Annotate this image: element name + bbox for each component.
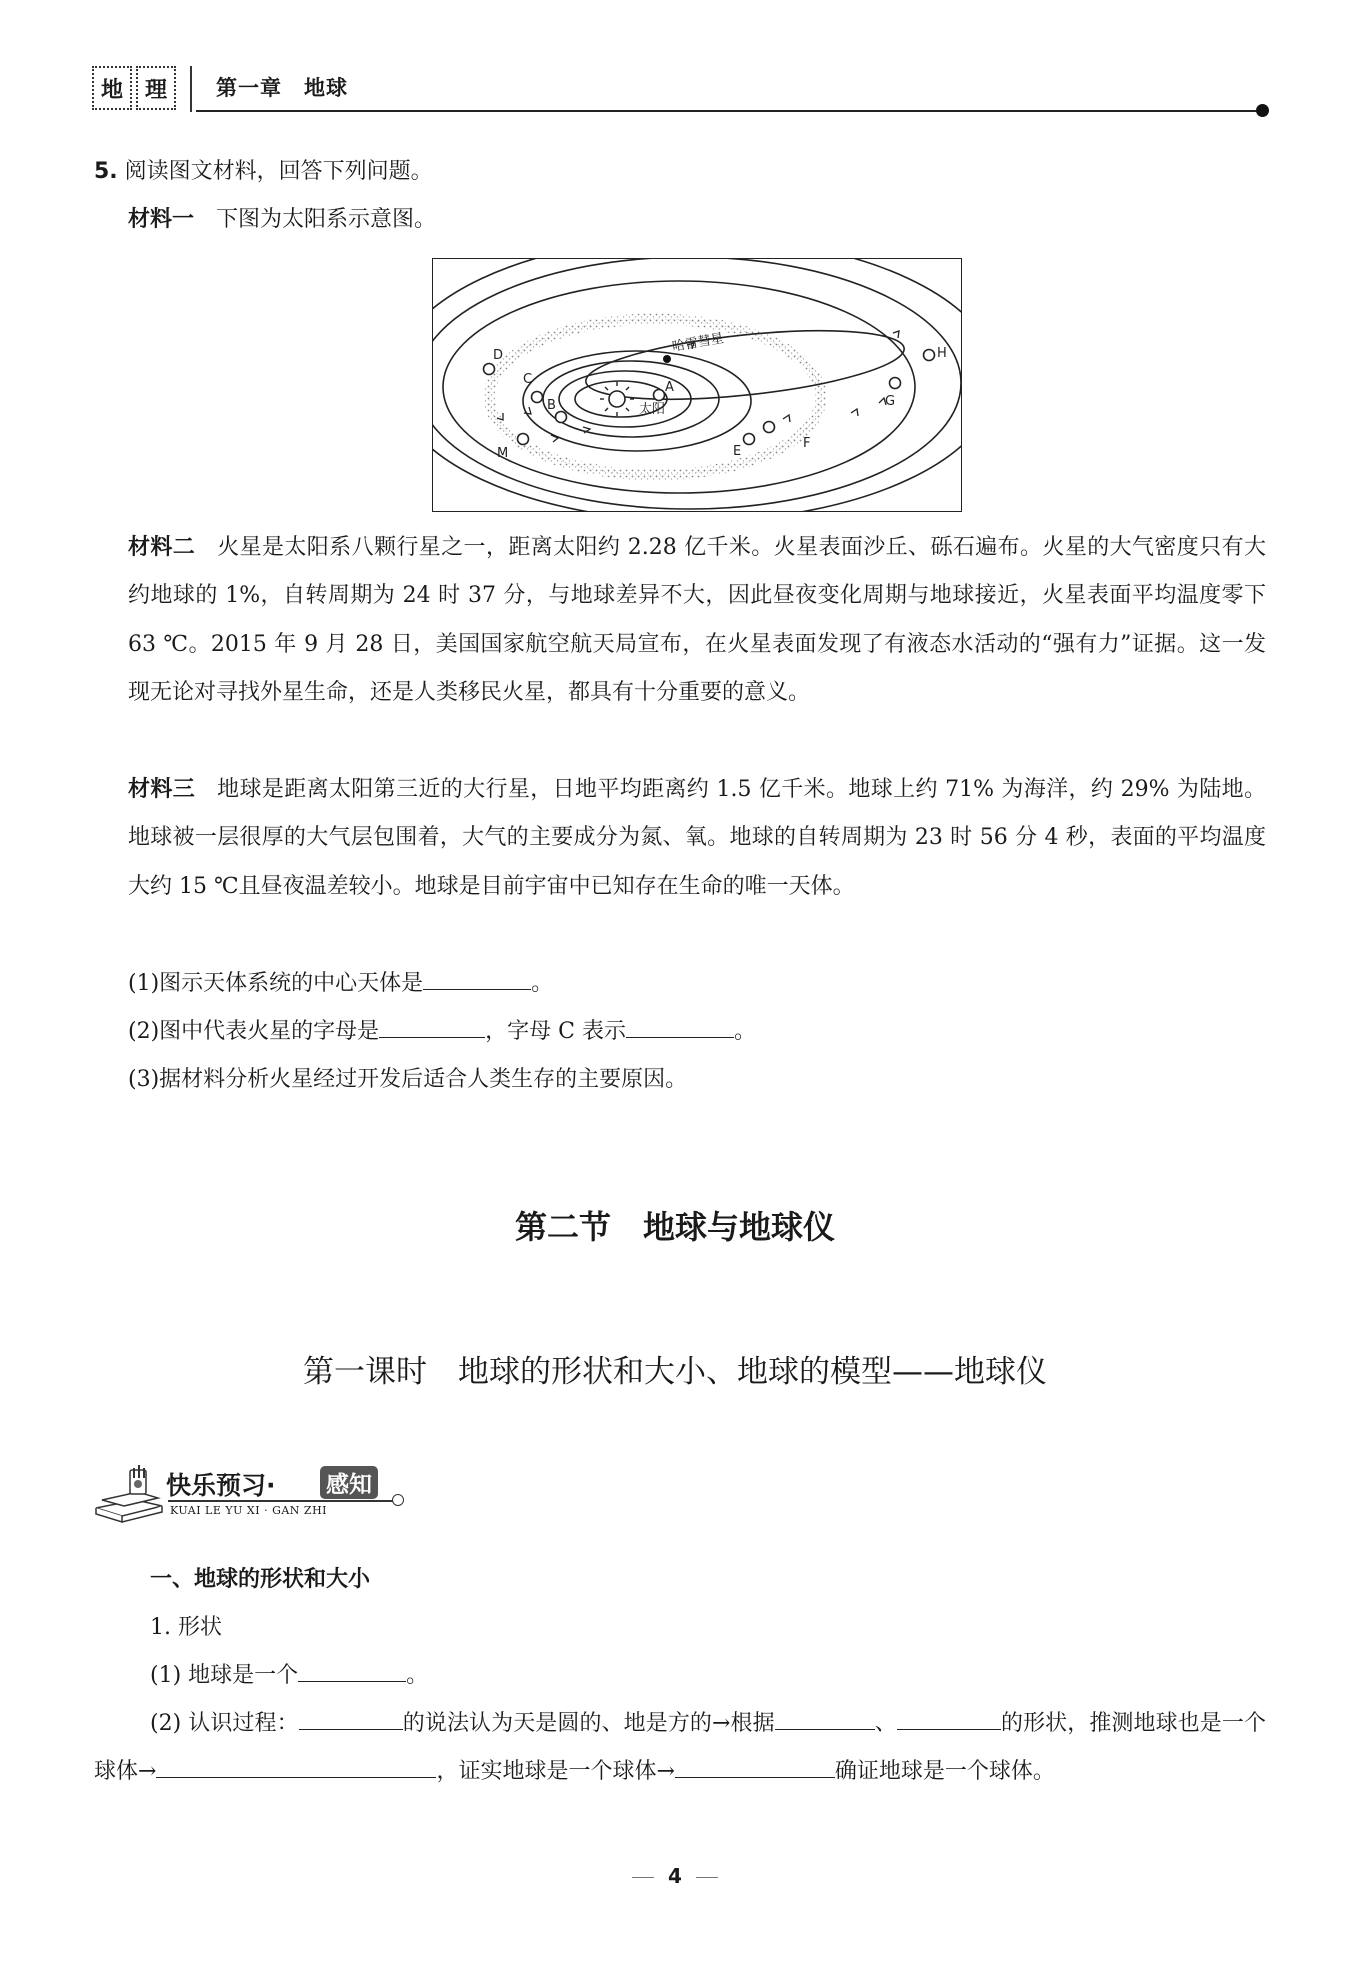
subject-char: 地 [92,66,132,110]
chapter-title: 第一章 地球 [216,76,348,100]
material3-text: 地球是距离太阳第三近的大行星，日地平均距离约 1.5 亿千米。地球上约 71% 为海洋，约 29% 为陆地。地球被一层很厚的大气层包围着，大气的主要成分为氮、氧。地球的自转周期为 23 时 56 分 4 秒，表面的平均温度大约 15 ℃且昼夜温差较小。地球是目前宇宙中已知存在生命的唯一天体。 [128,777,1266,899]
sun-icon [600,382,634,416]
label-b: B [547,398,556,413]
orbit-g [443,281,915,493]
label-halley-comet: 哈雷彗星 [671,331,725,355]
material3-label: 材料三 [128,777,196,802]
subject-char: 理 [136,66,176,110]
question-prompt [94,148,433,196]
part1-item1-2-text-c: 、 [874,1711,897,1736]
label-f: F [803,436,811,451]
planet-g-icon [890,378,901,389]
planet-b-icon [556,412,567,423]
header-separator [190,66,192,112]
badge-pinyin: KUAI LE YU XI · GAN ZHI [170,1504,328,1517]
material1-text: 下图为太阳系示意图。 [216,207,437,232]
solar-system-diagram [433,259,961,511]
sub-question-1-end: 。 [531,971,554,996]
sub-question-1 [128,960,553,1008]
label-sun: 太阳 [639,402,666,417]
planet-c-icon [532,392,543,403]
answer-blank[interactable] [299,1703,403,1730]
part1-item1-1-text: (1) 地球是一个 [150,1663,299,1688]
badge-title: 快乐预习· [166,1471,276,1500]
badge-subtitle: 感知 [320,1466,378,1499]
planet-e-icon [744,434,755,445]
answer-blank[interactable] [897,1703,1001,1730]
part1-item1-2-text-b: 的说法认为天是圆的、地是方的→根据 [402,1711,775,1736]
page-header [92,66,1272,116]
sub-question-3-text: (3)据材料分析火星经过开发后适合人类生存的主要原因。 [128,1067,688,1092]
part1-item1-2-text-f: 确证地球是一个球体。 [834,1759,1055,1785]
preview-badge [92,1460,422,1530]
question-number: 5. [94,159,118,184]
label-e: E [733,444,742,459]
part1-item1-2-text-a: (2) 认识过程： [150,1711,299,1736]
answer-blank[interactable] [775,1703,875,1730]
sub-question-1-text: (1)图示天体系统的中心天体是 [128,971,424,996]
part1-item1: 1. 形状 [150,1615,222,1640]
label-a: A [665,380,674,395]
question-text: 阅读图文材料，回答下列问题。 [124,159,433,184]
lesson-title: 第一课时 地球的形状和大小、地球的模型——地球仪 [303,1354,1047,1390]
part1-item1-2-text-d: 的形状，推测地球也是一个球体→ [94,1711,1266,1785]
answer-blank[interactable] [298,1655,406,1682]
badge-underline [168,1500,396,1502]
label-d: D [493,348,504,363]
label-h: H [937,346,947,361]
material2-text: 火星是太阳系八颗行星之一，距离太阳约 2.28 亿千米。火星表面沙丘、砾石遍布。火星的大气密度只有大约地球的 1%，自转周期为 24 时 37 分，与地球差异不大，因此昼夜变化周期与地球接近，火星表面平均温度零下 63 ℃。2015 年 9 月 28 日，美国国家航空航天局宣布，在火星表面发现了有液态水活动的“强有力”证据。这一发现无论对寻找外星生命，还是人类移民火星，都具有十分重要的意义。 [128,535,1266,706]
planet-a-icon [654,390,665,401]
sub-question-3 [128,1056,687,1104]
planet-m-icon [518,434,529,445]
halley-comet-icon [663,355,671,363]
label-m: M [497,446,509,461]
planet-f-icon [764,422,775,433]
solar-system-figure [432,258,962,512]
answer-blank[interactable] [156,1751,436,1778]
material1 [128,196,436,244]
sub-question-2 [128,1008,756,1056]
sub-question-2-text-a: (2)图中代表火星的字母是 [128,1019,380,1044]
page-number [0,1864,1350,1888]
sub-question-2-end: 。 [734,1019,757,1044]
header-rule [196,110,1262,112]
subject-box [92,66,180,110]
material2-label: 材料二 [128,535,196,560]
books-pencil-icon [92,1460,168,1526]
orbit-d [523,351,751,451]
planet-d-icon [484,364,495,375]
part1-item1-2-text-e: ，证实地球是一个球体→ [436,1759,675,1785]
material2 [128,524,1266,718]
part1-item1-1 [150,1652,428,1700]
header-dot [1256,104,1269,117]
section-title: 第二节 地球与地球仪 [514,1208,835,1246]
answer-blank[interactable] [675,1751,835,1778]
page-number-dash [696,1877,718,1879]
part1-heading: 一、地球的形状和大小 [150,1567,371,1592]
material1-label: 材料一 [128,207,195,232]
page-number-value: 4 [668,1864,682,1888]
page-number-dash [632,1877,654,1879]
badge-ring-icon [392,1494,404,1506]
answer-blank[interactable] [626,1011,734,1038]
answer-blank[interactable] [423,963,531,990]
label-c: C [523,372,533,387]
part1-item1-2 [94,1700,1266,1797]
answer-blank[interactable] [379,1011,485,1038]
material3 [128,766,1266,911]
sub-question-2-text-b: ，字母 C 表示 [485,1019,626,1044]
part1-item1-1-end: 。 [406,1663,429,1688]
planet-h-icon [924,350,935,361]
label-g: G [885,394,896,409]
